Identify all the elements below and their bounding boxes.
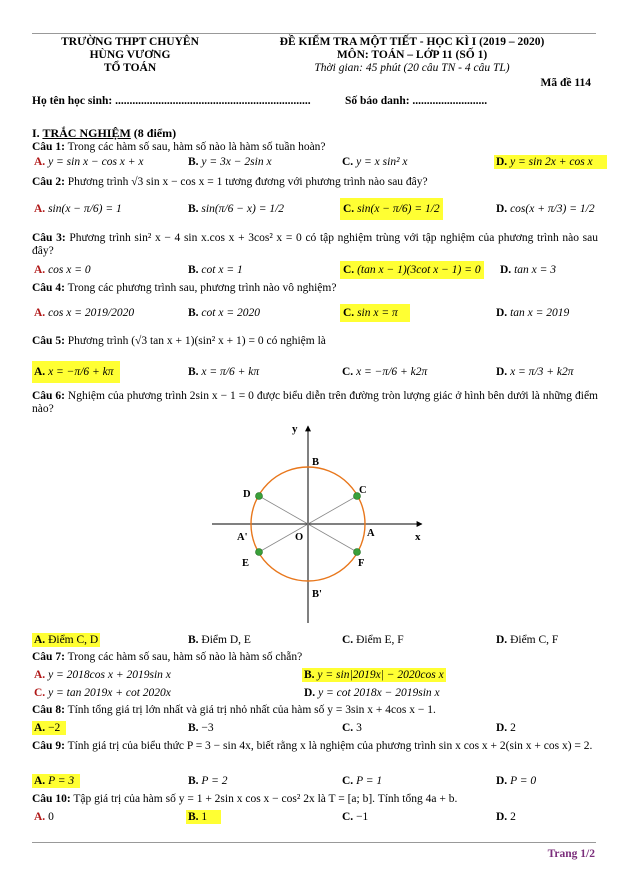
option-7b[interactable]: B. y = sin|2019x| − 2020cos x [304,669,444,681]
bottom-rule [32,842,596,843]
option-6d[interactable]: D. Điểm C, F [496,634,559,646]
option-6b[interactable]: B. Điểm D, E [188,634,251,646]
option-8d[interactable]: D. 2 [496,722,516,734]
question-3: Câu 3: Phương trình sin² x − 4 sin x.cos x + 3cos² x = 0 có tập nghiệm trùng với tập nghiệm của phương trình nào sau đây? [32,232,598,257]
option-9c[interactable]: C. P = 1 [342,775,383,787]
option-4a[interactable]: A. cos x = 2019/2020 [34,307,135,319]
option-8a[interactable]: A. −2 [32,721,66,735]
question-10: Câu 10: Tập giá trị của hàm số y = 1 + 2sin x cos x − cos² 2x là T = [a; b]. Tính tổng 4a + b. [32,793,458,805]
label-b2: B' [312,589,322,600]
label-c: C [359,485,367,496]
exam-title: ĐỀ KIỂM TRA MỘT TIẾT - HỌC KÌ I (2019 – 2020) [279,36,545,48]
exam-code: Mã đề 114 [540,77,591,89]
question-5: Câu 5: Phương trình (√3 tan x + 1)(sin² x + 1) = 0 có nghiệm là [32,335,326,347]
page-number: Trang 1/2 [547,848,595,860]
option-4c[interactable]: C. sin x = π [340,304,410,322]
option-4b[interactable]: B. cot x = 2020 [188,307,260,319]
option-3b[interactable]: B. cot x = 1 [188,264,243,276]
radius-of [308,524,357,552]
question-9: Câu 9: Tính giá trị của biểu thức P = 3 − sin 4x, biết rằng x là nghiệm của phương trình sin x cos x + 2(sin x + cos x) = 2. [32,740,593,752]
label-d: D [243,489,251,500]
option-4d[interactable]: D. tan x = 2019 [496,307,570,319]
options-3 [32,263,598,279]
radius-od [259,496,308,524]
question-4: Câu 4: Trong các phương trình sau, phương trình nào vô nghiệm? [32,282,337,294]
label-a2: A' [237,532,248,543]
question-1: Câu 1: Trong các hàm số sau, hàm số nào là hàm số tuần hoàn? [32,141,326,153]
option-8c[interactable]: C. 3 [342,722,362,734]
option-10a[interactable]: A. 0 [34,811,54,823]
options-10 [32,810,598,826]
option-2a[interactable]: A. sin(x − π/6) = 1 [34,203,122,215]
label-a: A [367,528,375,539]
section-title: I. TRẮC NGHIỆM (8 điểm) [32,126,177,140]
option-8b[interactable]: B. −3 [188,722,214,734]
option-1c[interactable]: C. y = x sin² x [342,156,408,168]
label-b: B [312,457,320,468]
question-2: Câu 2: Phương trình √3 sin x − cos x = 1 tương đương với phương trình nào sau đây? [32,176,428,188]
option-5d[interactable]: D. x = π/3 + k2π [496,366,574,378]
question-7: Câu 7: Trong các hàm số sau, hàm số nào là hàm số chẵn? [32,651,303,663]
option-10d[interactable]: D. 2 [496,811,516,823]
label-f: F [358,558,365,569]
options-7a [32,668,598,684]
option-2c[interactable]: C. sin(x − π/6) = 1/2 [340,198,443,220]
school-name-2: HÙNG VƯƠNG [89,49,171,61]
option-7a[interactable]: A. y = 2018cos x + 2019sin x [34,669,171,681]
label-o: O [295,532,304,543]
option-3c[interactable]: C. (tan x − 1)(3cot x − 1) = 0 [340,261,484,279]
top-rule [32,33,596,34]
option-6c[interactable]: C. Điểm E, F [342,634,404,646]
label-e: E [242,558,250,569]
options-2 [32,202,598,218]
student-name-field: Họ tên học sinh: .................................................................... [32,95,311,107]
options-4 [32,306,598,322]
option-1b[interactable]: B. y = 3x − 2sin x [188,156,272,168]
exam-subject: MÔN: TOÁN – LỚP 11 (SỐ 1) [336,49,488,61]
point-d [256,493,263,500]
option-10b[interactable]: B. 1 [186,810,221,824]
options-1 [32,155,598,171]
options-6 [32,633,598,649]
exam-time: Thời gian: 45 phút (20 câu TN - 4 câu TL) [314,62,510,74]
option-5a[interactable]: A. x = −π/6 + kπ [32,361,120,383]
option-6a[interactable]: A. Điểm C, D [34,634,99,646]
option-9b[interactable]: B. P = 2 [188,775,228,787]
radius-oc [308,496,357,524]
option-1d[interactable]: D. y = sin 2x + cos x [494,155,607,169]
question-8: Câu 8: Tính tổng giá trị lớn nhất và giá trị nhỏ nhất của hàm số y = 3sin x + 4cos x − 1. [32,704,436,716]
option-7d[interactable]: D. y = cot 2018x − 2019sin x [304,687,440,699]
point-f [354,549,361,556]
option-9a[interactable]: A. P = 3 [32,774,80,788]
option-2d[interactable]: D. cos(x + π/3) = 1/2 [496,203,595,215]
option-5b[interactable]: B. x = π/6 + kπ [188,366,260,378]
options-9 [32,774,598,790]
point-e [256,549,263,556]
question-6: Câu 6: Nghiệm của phương trình 2sin x − 1 = 0 được biểu diễn trên đường tròn lượng giác ở hình bên dưới là những điểm nào? [32,390,598,415]
school-name-1: TRƯỜNG THPT CHUYÊN [61,36,199,48]
option-9d[interactable]: D. P = 0 [496,775,537,787]
department: TỔ TOÁN [103,62,157,74]
option-3a[interactable]: A. cos x = 0 [34,264,91,276]
options-8 [32,721,598,737]
option-10c[interactable]: C. −1 [342,811,369,823]
options-7b [32,686,598,702]
option-5c[interactable]: C. x = −π/6 + k2π [342,366,428,378]
student-id-field: Số báo danh: .......................... [345,95,488,107]
option-3d[interactable]: D. tan x = 3 [500,264,556,276]
label-y: y [292,423,298,435]
option-1a[interactable]: A. y = sin x − cos x + x [34,156,144,168]
label-x: x [415,531,421,543]
unit-circle-figure [200,418,440,630]
option-2b[interactable]: B. sin(π/6 − x) = 1/2 [188,203,285,215]
option-7c[interactable]: C. y = tan 2019x + cot 2020x [34,687,171,699]
options-5 [32,365,598,381]
